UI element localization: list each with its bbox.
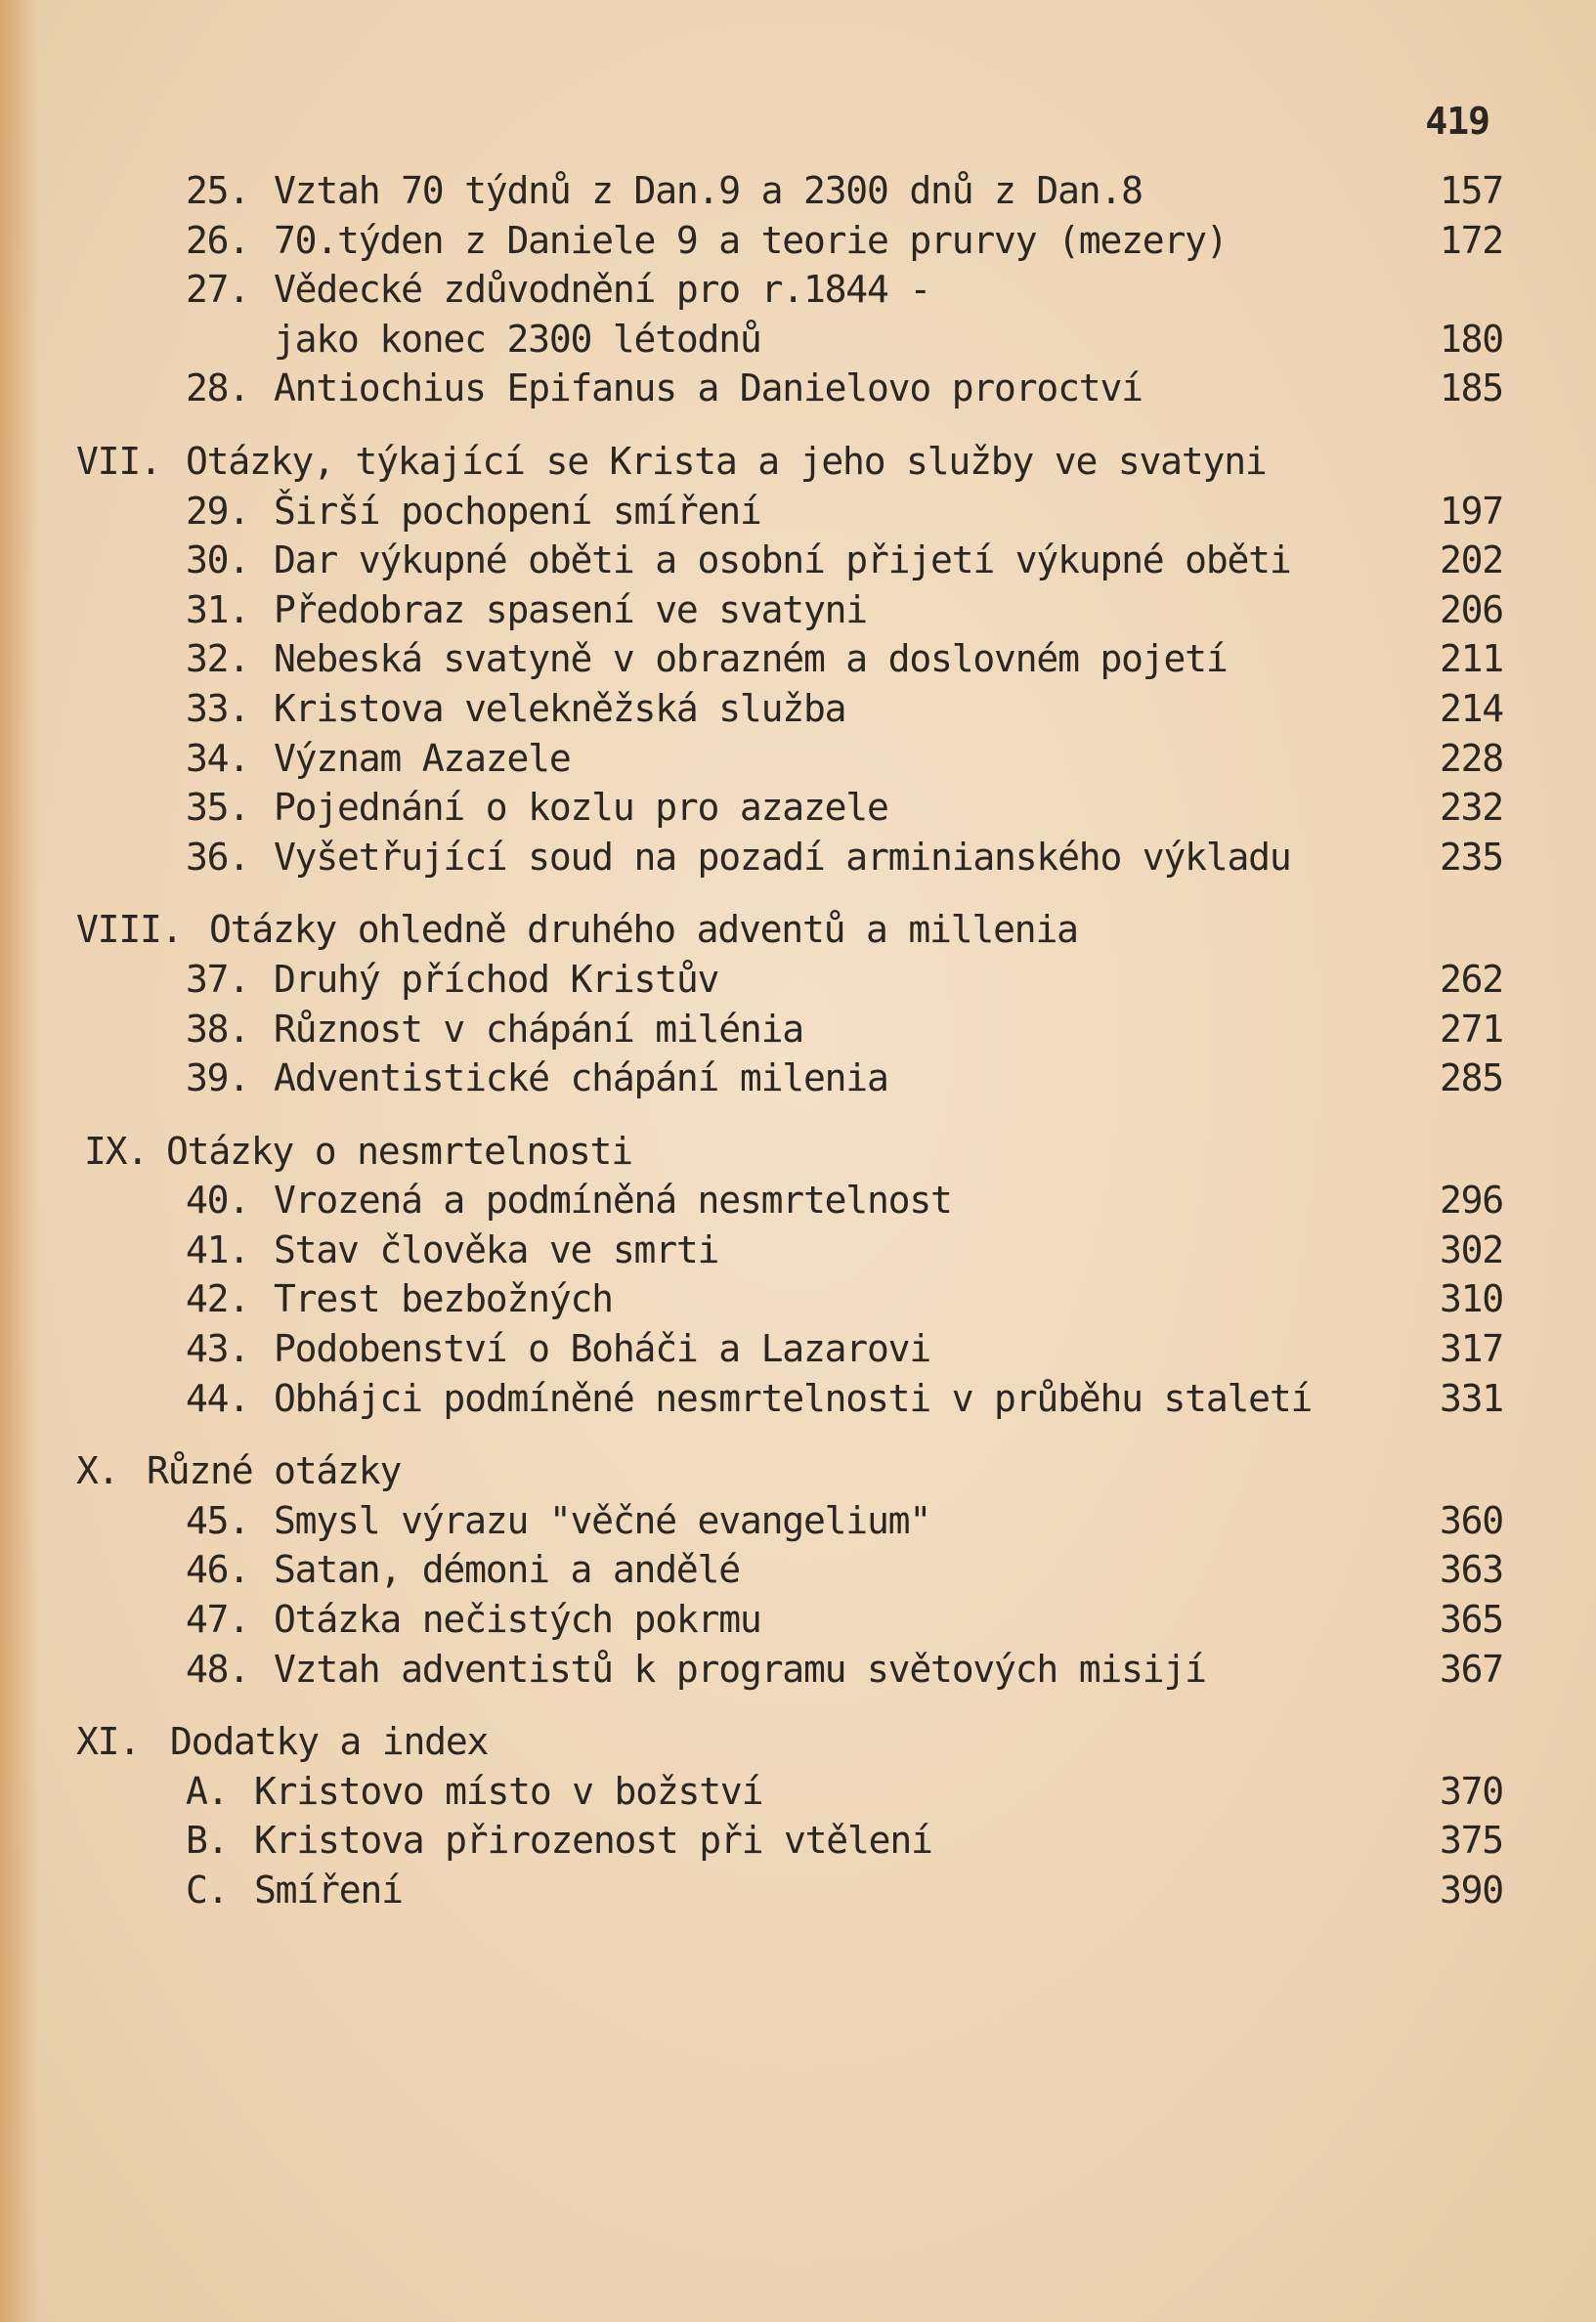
toc-entry [76, 1866, 1503, 1915]
toc-entry [76, 1545, 1503, 1595]
entry-number: 36. [186, 835, 250, 879]
entry-page: 310 [1439, 1277, 1503, 1321]
toc-group [76, 1127, 1503, 1424]
section-numeral: VII. [76, 439, 161, 483]
section-title: Otázky, týkající se Krista a jeho služby ve svatyni [186, 439, 1267, 483]
entry-page: 197 [1439, 489, 1503, 533]
entry-page: 211 [1439, 637, 1503, 681]
section-heading [76, 1717, 1503, 1767]
entry-title: Kristova přirozenost při vtělení [254, 1819, 932, 1863]
table-of-contents [76, 166, 1503, 1915]
entry-number: 42. [186, 1277, 250, 1321]
entry-number: 25. [186, 169, 250, 212]
entry-number: 46. [186, 1548, 250, 1592]
section-numeral: VIII. [76, 908, 183, 952]
section-heading [76, 437, 1503, 487]
entry-page: 363 [1439, 1548, 1503, 1592]
toc-entry [76, 364, 1503, 413]
entry-number: 27. [186, 268, 250, 312]
toc-entry [76, 1496, 1503, 1546]
entry-number: 33. [186, 686, 250, 730]
entry-number: 38. [186, 1007, 250, 1051]
entry-page: 390 [1439, 1869, 1503, 1912]
toc-group [76, 166, 1503, 413]
entry-page: 367 [1439, 1647, 1503, 1691]
entry-number: 34. [186, 736, 250, 780]
section-numeral: XI. [76, 1720, 141, 1764]
entry-title: Dar výkupné oběti a osobní přijetí výkupné oběti [274, 538, 1291, 582]
toc-entry [76, 684, 1503, 734]
toc-entry [76, 1645, 1503, 1695]
entry-title: Stav člověka ve smrti [274, 1227, 719, 1271]
entry-page: 235 [1439, 835, 1503, 879]
entry-page: 185 [1439, 366, 1503, 410]
entry-title: Širší pochopení smíření [274, 489, 761, 533]
entry-title: Kristova velekněžská služba [274, 686, 846, 730]
entry-page: 262 [1439, 957, 1503, 1001]
section-heading [76, 1127, 1503, 1177]
section-title: Různé otázky [147, 1449, 402, 1493]
section-heading [76, 1446, 1503, 1496]
entry-title: Kristovo místo v božství [254, 1769, 763, 1813]
toc-entry [76, 585, 1503, 635]
entry-page: 228 [1439, 736, 1503, 780]
toc-entry [76, 1374, 1503, 1424]
toc-entry [76, 1054, 1503, 1103]
entry-page: 285 [1439, 1056, 1503, 1100]
toc-entry [76, 634, 1503, 684]
toc-group [76, 1717, 1503, 1914]
section-title: Otázky ohledně druhého adventů a millenia [209, 908, 1078, 952]
toc-entry [76, 1816, 1503, 1866]
toc-entry [76, 487, 1503, 537]
entry-title: Význam Azazele [274, 736, 571, 780]
entry-page: 232 [1439, 786, 1503, 830]
section-title: Dodatky a index [170, 1720, 489, 1764]
toc-entry [76, 265, 1503, 315]
entry-page: 180 [1439, 317, 1503, 361]
section-title: Otázky o nesmrtelnosti [166, 1129, 632, 1173]
entry-letter: B. [186, 1819, 229, 1863]
entry-number: 28. [186, 366, 250, 410]
entry-title: Obhájci podmíněné nesmrtelnosti v průběhu staletí [274, 1376, 1313, 1420]
entry-page: 271 [1439, 1007, 1503, 1051]
toc-entry [76, 166, 1503, 216]
toc-entry [76, 1274, 1503, 1324]
entry-number: 31. [186, 587, 250, 631]
entry-title: Různost v chápání milénia [274, 1007, 803, 1051]
page-number: 419 [1425, 100, 1489, 143]
entry-page: 365 [1439, 1598, 1503, 1642]
entry-page: 331 [1439, 1376, 1503, 1420]
entry-title: Trest bezbožných [274, 1277, 613, 1321]
entry-number: 41. [186, 1227, 250, 1271]
toc-group [76, 437, 1503, 882]
entry-page: 360 [1439, 1498, 1503, 1542]
entry-title: Pojednání o kozlu pro azazele [274, 786, 888, 830]
entry-number: 39. [186, 1056, 250, 1100]
entry-title: Vyšetřující soud na pozadí arminianského výkladu [274, 835, 1291, 879]
entry-title: Vztah 70 týdnů z Dan.9 a 2300 dnů z Dan.8 [274, 169, 1143, 212]
entry-title: Otázka nečistých pokrmu [274, 1598, 761, 1642]
entry-title: jako konec 2300 létodnů [274, 317, 761, 361]
entry-page: 375 [1439, 1819, 1503, 1863]
toc-group [76, 1446, 1503, 1694]
entry-page: 214 [1439, 686, 1503, 730]
toc-entry [76, 216, 1503, 266]
entry-title: Druhý příchod Kristův [274, 957, 719, 1001]
entry-number: 43. [186, 1327, 250, 1371]
section-numeral: X. [76, 1449, 119, 1493]
toc-entry [76, 1767, 1503, 1817]
toc-entry [76, 1226, 1503, 1275]
toc-entry [76, 1176, 1503, 1226]
entry-title: Vztah adventistů k programu světových misijí [274, 1647, 1206, 1691]
entry-page: 317 [1439, 1327, 1503, 1371]
toc-entry [76, 783, 1503, 833]
section-heading [76, 905, 1503, 955]
book-page [76, 0, 1503, 2322]
entry-title: Vědecké zdůvodnění pro r.1844 - [274, 268, 931, 312]
entry-letter: A. [186, 1769, 229, 1813]
entry-page: 172 [1439, 218, 1503, 262]
entry-page: 202 [1439, 538, 1503, 582]
entry-title: Antiochius Epifanus a Danielovo proroctví [274, 366, 1143, 410]
section-numeral: IX. [84, 1129, 149, 1173]
entry-page: 206 [1439, 587, 1503, 631]
entry-number: 45. [186, 1498, 250, 1542]
entry-number: 37. [186, 957, 250, 1001]
toc-entry [76, 1324, 1503, 1374]
entry-letter: C. [186, 1869, 229, 1912]
entry-title: Smysl výrazu "věčné evangelium" [274, 1498, 931, 1542]
toc-entry [76, 536, 1503, 585]
entry-title: Předobraz spasení ve svatyni [274, 587, 867, 631]
entry-title: Vrozená a podmíněná nesmrtelnost [274, 1179, 952, 1223]
entry-title: Podobenství o Boháči a Lazarovi [274, 1327, 931, 1371]
toc-entry [76, 955, 1503, 1005]
entry-number: 48. [186, 1647, 250, 1691]
entry-number: 32. [186, 637, 250, 681]
toc-entry [76, 1005, 1503, 1054]
entry-page: 296 [1439, 1179, 1503, 1223]
entry-number: 26. [186, 218, 250, 262]
entry-title: Nebeská svatyně v obrazném a doslovném pojetí [274, 637, 1228, 681]
toc-entry-continuation [76, 315, 1503, 365]
toc-entry [76, 1595, 1503, 1645]
entry-page: 370 [1439, 1769, 1503, 1813]
toc-entry [76, 833, 1503, 882]
entry-number: 44. [186, 1376, 250, 1420]
entry-title: Adventistické chápání milenia [274, 1056, 888, 1100]
toc-entry [76, 734, 1503, 784]
toc-group [76, 905, 1503, 1102]
entry-page: 302 [1439, 1227, 1503, 1271]
entry-page: 157 [1439, 169, 1503, 212]
entry-number: 40. [186, 1179, 250, 1223]
entry-number: 29. [186, 489, 250, 533]
entry-number: 30. [186, 538, 250, 582]
entry-title: Satan, démoni a andělé [274, 1548, 740, 1592]
entry-number: 35. [186, 786, 250, 830]
entry-title: Smíření [254, 1869, 403, 1912]
entry-number: 47. [186, 1598, 250, 1642]
entry-title: 70.týden z Daniele 9 a teorie prurvy (mezery) [274, 218, 1228, 262]
page-edge-shadow [0, 0, 39, 2322]
